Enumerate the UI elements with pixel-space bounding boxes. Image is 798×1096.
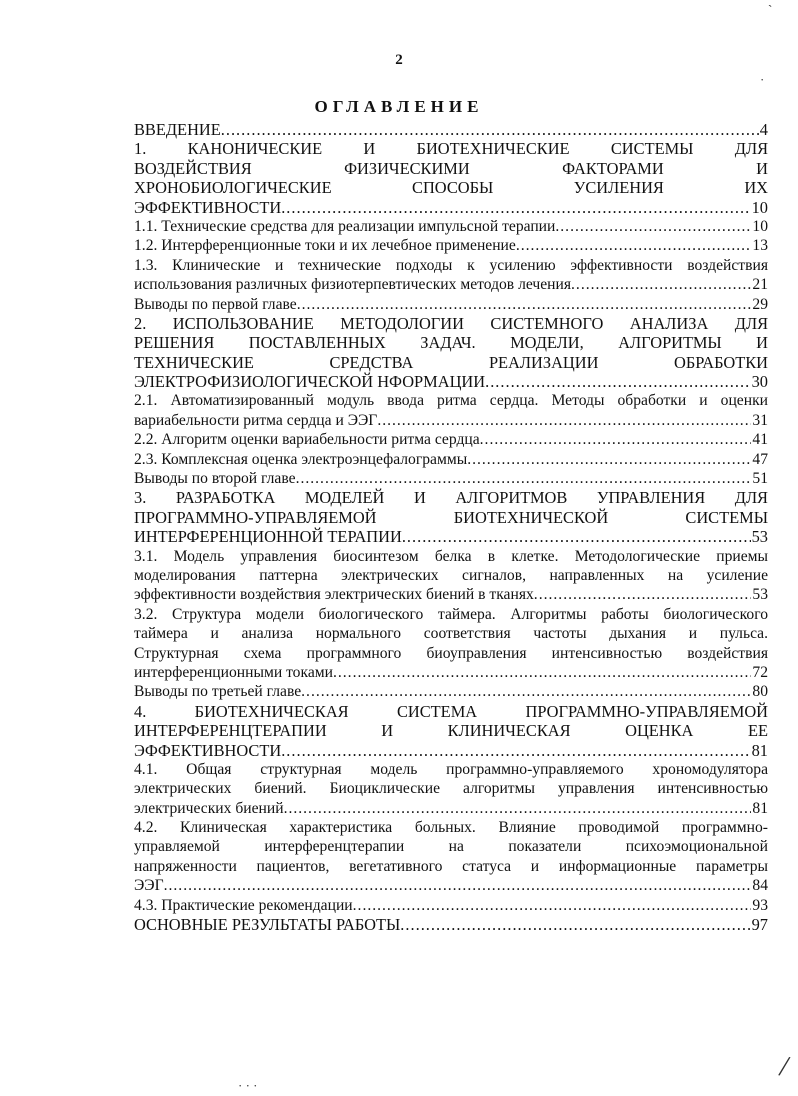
toc-entry-ch4 (134, 702, 768, 760)
toc-page-number: 80 (752, 683, 768, 701)
toc-entry-line: ИНТЕРФЕРЕНЦТЕРАПИИ И КЛИНИЧЕСКАЯ ОЦЕНКА ЕЕ (134, 721, 768, 741)
dot-leader (297, 295, 752, 314)
toc-entry-concl1 (134, 295, 768, 314)
toc-entry-leader-line (134, 876, 768, 895)
toc-entry-leader-line (134, 372, 768, 391)
dot-leader (480, 430, 752, 449)
toc-entry-s4_1 (134, 760, 768, 818)
toc-entry-leader-line (134, 295, 768, 314)
toc-entry-line: 2. ИСПОЛЬЗОВАНИЕ МЕТОДОЛОГИИ СИСТЕМНОГО АНАЛИЗА ДЛЯ (134, 313, 768, 333)
toc-entry-line: моделирования паттерна электрических сигналов, направленных на усиление (134, 566, 768, 584)
toc-entry-s1_1 (134, 217, 768, 236)
toc-entry-ch3 (134, 488, 768, 546)
toc-page-number: 72 (752, 663, 768, 681)
toc-entry-text: 4.3. Практические рекомендации (134, 896, 353, 914)
toc-entry-s2_2 (134, 430, 768, 449)
toc-entry-concl3 (134, 682, 768, 701)
scan-mark: / (776, 1049, 792, 1084)
toc-entry-leader-line (134, 411, 768, 430)
toc-entry-line: 1. КАНОНИЧЕСКИЕ И БИОТЕХНИЧЕСКИЕ СИСТЕМЫ ДЛЯ (134, 139, 768, 159)
toc-entry-leader-line (134, 741, 768, 760)
toc-entry-concl2 (134, 469, 768, 488)
toc-page-number: 81 (752, 799, 768, 817)
toc-page-number: 97 (751, 915, 768, 935)
toc-entry-leader-line (134, 198, 768, 217)
toc-page-number: 21 (752, 276, 768, 294)
toc-entry-leader-line (134, 896, 768, 915)
toc-entry-line: 1.3. Клинические и технические подходы к усилению эффективности воздействия (134, 256, 768, 274)
toc-entry-leader-line (134, 236, 768, 255)
toc-entry-s4_2 (134, 818, 768, 896)
toc-page-number: 51 (752, 470, 768, 488)
toc-entry-text: 1.1. Технические средства для реализации импульсной терапии (134, 217, 556, 235)
toc-entry-line: ВОЗДЕЙСТВИЯ ФИЗИЧЕСКИМИ ФАКТОРАМИ И (134, 158, 768, 178)
toc-entry-s2_3 (134, 450, 768, 469)
toc-entry-text: ЭФФЕКТИВНОСТИ (134, 197, 282, 217)
scan-speck: · (760, 72, 765, 87)
dot-leader (296, 469, 752, 488)
dot-leader (571, 275, 751, 294)
toc-entry-text: ЭЛЕКТРОФИЗИОЛОГИЧЕСКОЙ НФОРМАЦИИ (134, 372, 486, 392)
toc-entry-line: напряженности пациентов, вегетативного статуса и информационные параметры (134, 857, 768, 875)
toc-entry-line: Структурная схема программного биоуправления интенсивностью воздействия (134, 644, 768, 662)
toc-entry-results (134, 915, 768, 934)
toc-entry-text: эффективности воздействия электрических биений в тканях (134, 586, 534, 604)
toc-entry-ch1 (134, 139, 768, 217)
toc-entry-line: таймера и анализа нормального соответствия частоты дыхания и пульса. (134, 625, 768, 643)
page-number: 2 (395, 52, 403, 68)
toc-entry-s3_1 (134, 547, 768, 605)
dot-leader (281, 741, 750, 760)
toc-entry-s3_2 (134, 605, 768, 683)
toc-entry-leader-line (134, 275, 768, 294)
dot-leader (281, 198, 750, 217)
toc-entry-text: ЭФФЕКТИВНОСТИ (134, 740, 282, 760)
toc-entry-line: 3. РАЗРАБОТКА МОДЕЛЕЙ И АЛГОРИТМОВ УПРАВЛЕНИЯ ДЛЯ (134, 488, 768, 508)
toc-entry-leader-line (134, 430, 768, 449)
toc-page-number: 10 (751, 197, 768, 217)
toc-entry-line: ХРОНОБИОЛОГИЧЕСКИЕ СПОСОБЫ УСИЛЕНИЯ ИХ (134, 178, 768, 198)
toc-entry-text: ИНТЕРФЕРЕНЦИОННОЙ ТЕРАПИИ (134, 527, 402, 547)
toc-entry-s2_1 (134, 391, 768, 430)
scan-speck: ˋ (768, 2, 773, 17)
toc-entry-text: интерференционными токами (134, 663, 333, 681)
toc-entry-intro (134, 120, 768, 139)
toc-entry-line: 4.1. Общая структурная модель программно-управляемого хрономодулятора (134, 760, 768, 778)
dot-leader (377, 411, 751, 430)
toc-entry-text: ОСНОВНЫЕ РЕЗУЛЬТАТЫ РАБОТЫ (134, 915, 401, 935)
toc-page-number: 81 (751, 740, 768, 760)
toc-page-number: 53 (752, 586, 768, 604)
toc-entry-line: управляемой интерференцтерапии на показатели психоэмоциональной (134, 838, 768, 856)
toc-entry-text: ЭЭГ (134, 877, 164, 895)
dot-leader (485, 372, 751, 391)
toc-entry-line: 3.2. Структура модели биологического таймера. Алгоритмы работы биологического (134, 605, 768, 623)
toc-entry-text: вариабельности ритма сердца и ЭЭГ (134, 411, 378, 429)
toc-page-number: 41 (752, 431, 768, 449)
toc-entry-text: Выводы по первой главе (134, 295, 297, 313)
table-of-contents (134, 120, 768, 934)
toc-entry-leader-line (134, 450, 768, 469)
toc-entry-leader-line (134, 915, 768, 934)
toc-entry-leader-line (134, 585, 768, 604)
toc-page-number: 31 (752, 411, 768, 429)
dot-leader (555, 217, 751, 236)
toc-page-number: 29 (752, 295, 768, 313)
toc-entry-leader-line (134, 663, 768, 682)
toc-entry-leader-line (134, 469, 768, 488)
toc-entry-text: Выводы по третьей главе (134, 683, 302, 701)
dot-leader (534, 585, 752, 604)
toc-entry-line: РЕШЕНИЯ ПОСТАВЛЕННЫХ ЗАДАЧ. МОДЕЛИ, АЛГОРИТМЫ И (134, 333, 768, 353)
toc-entry-text: 2.3. Комплексная оценка электроэнцефалограммы (134, 450, 468, 468)
toc-entry-line: 4. БИОТЕХНИЧЕСКАЯ СИСТЕМА ПРОГРАММНО-УПРАВЛЯЕМОЙ (134, 701, 768, 721)
toc-entry-text: 2.2. Алгоритм оценки вариабельности ритма сердца (134, 431, 480, 449)
toc-entry-leader-line (134, 682, 768, 701)
scan-speck: · · · (238, 1078, 258, 1093)
toc-entry-line: 3.1. Модель управления биосинтезом белка в клетке. Методологические приемы (134, 547, 768, 565)
toc-entry-line: ТЕХНИЧЕСКИЕ СРЕДСТВА РЕАЛИЗАЦИИ ОБРАБОТКИ (134, 352, 768, 372)
dot-leader (467, 450, 751, 469)
toc-entry-leader-line (134, 120, 768, 139)
toc-page-number: 13 (752, 237, 768, 255)
toc-page-number: 10 (752, 217, 768, 235)
toc-entry-ch2 (134, 314, 768, 392)
dot-leader (164, 876, 752, 895)
toc-entry-text: ВВЕДЕНИЕ (134, 120, 221, 139)
dot-leader (284, 799, 752, 818)
dot-leader (301, 682, 751, 701)
toc-entry-s1_3 (134, 256, 768, 295)
toc-title: ОГЛАВЛЕНИЕ (314, 97, 484, 116)
dot-leader (353, 896, 752, 915)
toc-page-number: 47 (752, 450, 768, 468)
dot-leader (400, 915, 750, 934)
dot-leader (221, 120, 759, 139)
toc-entry-text: Выводы по второй главе (134, 470, 296, 488)
dot-leader (333, 663, 751, 682)
toc-entry-text: использования различных физиотерпевтических методов лечения (134, 276, 572, 294)
toc-entry-s4_3 (134, 896, 768, 915)
toc-entry-text: 1.2. Интерференционные токи и их лечебное применение (134, 237, 516, 255)
toc-page-number: 84 (752, 877, 768, 895)
toc-page-number: 93 (752, 896, 768, 914)
toc-entry-text: электрических биений (134, 799, 284, 817)
toc-entry-leader-line (134, 799, 768, 818)
dot-leader (402, 527, 751, 546)
toc-page-number: 30 (751, 372, 768, 392)
toc-entry-line: 4.2. Клиническая характеристика больных. Влияние проводимой программно- (134, 819, 768, 837)
toc-entry-line: электрических биений. Биоциклические алгоритмы управления интенсивностью (134, 780, 768, 798)
toc-entry-line: ПРОГРАММНО-УПРАВЛЯЕМОЙ БИОТЕХНИЧЕСКОЙ СИСТЕМЫ (134, 507, 768, 527)
toc-page-number: 4 (759, 120, 768, 139)
toc-entry-leader-line (134, 217, 768, 236)
toc-entry-s1_2 (134, 236, 768, 255)
toc-page-number: 53 (751, 527, 768, 547)
toc-entry-leader-line (134, 527, 768, 546)
toc-entry-line: 2.1. Автоматизированный модуль ввода ритма сердца. Методы обработки и оценки (134, 392, 768, 410)
dot-leader (516, 236, 752, 255)
